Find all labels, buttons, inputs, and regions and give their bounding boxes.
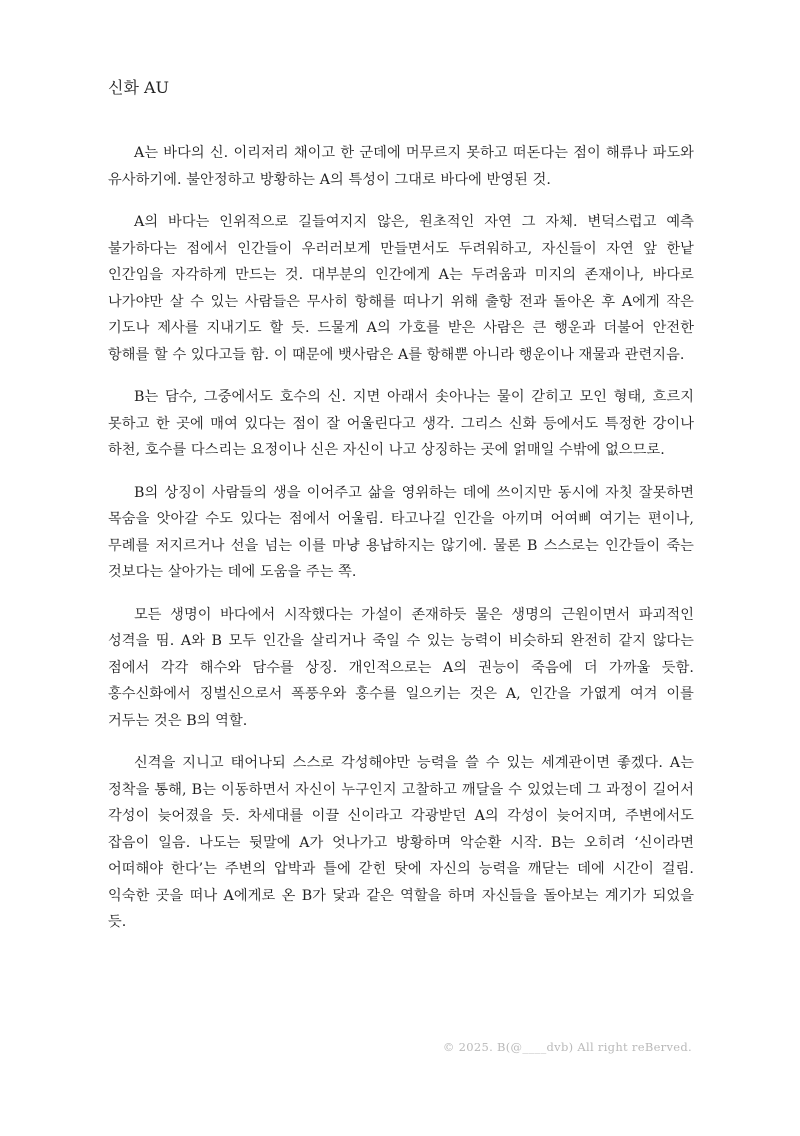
paragraph: 모든 생명이 바다에서 시작했다는 가설이 존재하듯 물은 생명의 근원이면서 파괴적인 성격을 띰. A와 B 모두 인간을 살리거나 죽일 수 있는 능력이 비슷하되 완전히 같지 않다는 점에서 각각 해수와 담수를 상징. 개인적으로는 A의 권능이 죽음에 더 가까울 듯함. 홍수신화에서 징벌신으로서 폭풍우와 홍수를 일으키는 것은 A, 인간을 가엾게 여겨 이를 거두는 것은 B의 역할.	[108, 606, 694, 729]
paragraph: A의 바다는 인위적으로 길들여지지 않은, 원초적인 자연 그 자체. 변덕스럽고 예측 불가하다는 점에서 인간들이 우러러보게 만들면서도 두려워하고, 자신들이 자연 앞 한낱 인간임을 자각하게 만드는 것. 대부분의 인간에게 A는 두려움과 미지의 존재이나, 바다로 나가야만 살 수 있는 사람들은 무사히 항해를 떠나기 위해 출항 전과 돌아온 후 A에게 작은 기도나 제사를 지내기도 할 듯. 드물게 A의 가호를 받은 사람은 큰 행운과 더불어 안전한 항해를 할 수 있다고들 함. 이 때문에 뱃사람은 A를 항해뿐 아니라 행운이나 재물과 관련지음.	[108, 214, 694, 363]
copyright-footer: © 2025. B(@____dvb) All right reBerved.	[442, 1040, 692, 1054]
document-body	[108, 140, 694, 952]
paragraph: 신격을 지니고 태어나되 스스로 각성해야만 능력을 쓸 수 있는 세계관이면 좋겠다. A는 정착을 통해, B는 이동하면서 자신이 누구인지 고찰하고 깨달을 수 있었는데 그 과정이 길어서 각성이 늦어졌을 듯. 차세대를 이끌 신이라고 각광받던 A의 각성이 늦어지며, 주변에서도 잡음이 일음. 나도는 뒷말에 A가 엇나가고 방황하며 악순환 시작. B는 오히려 ‘신이라면 어떠해야 한다’는 주변의 압박과 틀에 갇힌 탓에 자신의 능력을 깨닫는 데에 시간이 걸림. 익숙한 곳을 떠나 A에게로 온 B가 닻과 같은 역할을 하며 자신들을 돌아보는 계기가 되었을 듯.	[108, 755, 694, 930]
paragraph: B는 담수, 그중에서도 호수의 신. 지면 아래서 솟아나는 물이 갇히고 모인 형태, 흐르지 못하고 한 곳에 매여 있다는 점이 잘 어울린다고 생각. 그리스 신화 등에서도 특정한 강이나 하천, 호수를 다스리는 요정이나 신은 자신이 나고 상징하는 곳에 얽매일 수밖에 없으므로.	[108, 389, 694, 458]
paragraph: A는 바다의 신. 이리저리 채이고 한 군데에 머무르지 못하고 떠돈다는 점이 해류나 파도와 유사하기에. 불안정하고 방황하는 A의 특성이 그대로 바다에 반영된 것.	[108, 145, 694, 188]
document-title: 신화 AU	[108, 78, 170, 97]
paragraph: B의 상징이 사람들의 생을 이어주고 삶을 영위하는 데에 쓰이지만 동시에 자칫 잘못하면 목숨을 앗아갈 수도 있다는 점에서 어울림. 타고나길 인간을 아끼며 어여삐 여기는 편이나, 무례를 저지르거나 선을 넘는 이를 마냥 용납하지는 않기에. 물론 B 스스로는 인간들이 죽는 것보다는 살아가는 데에 도움을 주는 쪽.	[108, 484, 694, 580]
